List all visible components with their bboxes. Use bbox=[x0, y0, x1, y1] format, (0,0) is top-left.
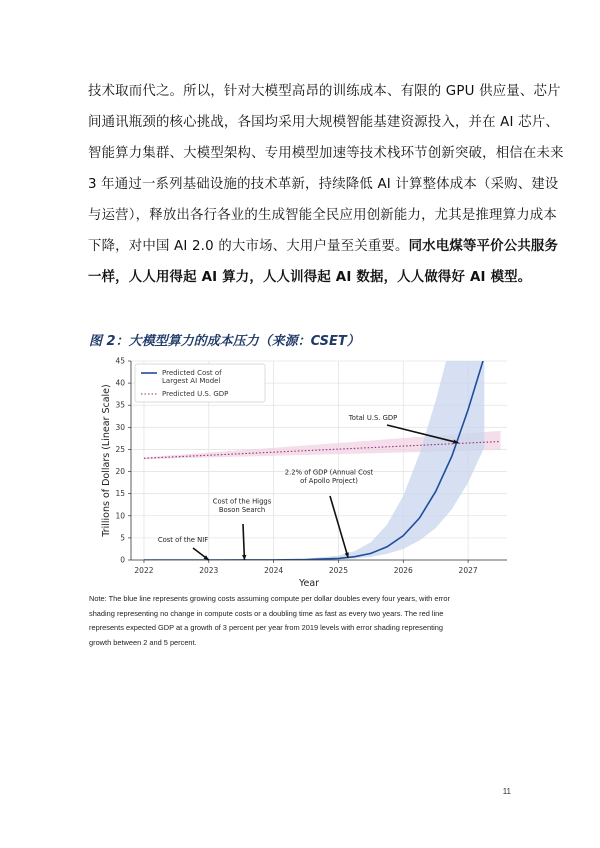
note-line: growth between 2 and 5 percent. bbox=[89, 637, 197, 647]
annotation-label: Cost of the Higgs bbox=[212, 497, 272, 506]
y-tick-label: 10 bbox=[115, 511, 125, 521]
paragraph-emphasis-line: 一样，人人用得起 AI 算力，人人训得起 AI 数据，人人做得好 AI 模型。 bbox=[88, 270, 532, 285]
x-tick-label: 2025 bbox=[328, 566, 348, 575]
page-number: 11 bbox=[502, 787, 511, 796]
cost-chart bbox=[95, 352, 515, 592]
annotation-label: Cost of the NIF bbox=[157, 536, 209, 544]
annotation-label: of Apollo Project) bbox=[300, 477, 358, 485]
paragraph-line: 间通讯瓶颈的核心挑战，各国均采用大规模智能基建资源投入，并在 AI 芯片、 bbox=[88, 115, 559, 130]
y-tick-label: 45 bbox=[115, 356, 125, 366]
annotation-label: 2.2% of GDP (Annual Cost bbox=[284, 468, 374, 477]
paragraph-line: 智能算力集群、大模型架构、专用模型加速等技术栈环节创新突破，相信在未来 bbox=[88, 146, 564, 161]
note-line: represents expected GDP at a growth of 3 percent per year from 2019 levels with error shading representing bbox=[89, 623, 443, 632]
y-tick-label: 30 bbox=[115, 422, 125, 432]
paragraph-line: 技术取而代之。所以，针对大模型高昂的训练成本、有限的 GPU 供应量、芯片 bbox=[88, 84, 561, 99]
chart-legend bbox=[135, 364, 265, 402]
y-axis-title: Trillions of Dollars (Linear Scale) bbox=[101, 384, 112, 537]
note-line: shading representing no change in compute costs or a doubling time as fast as every two years. The red line bbox=[89, 608, 444, 618]
x-tick-label: 2026 bbox=[393, 566, 413, 575]
figure-note bbox=[89, 592, 513, 650]
paragraph-text: 下降，对中国 AI 2.0 的大市场、大用户量至关重要。 bbox=[88, 239, 409, 254]
x-tick-label: 2022 bbox=[134, 566, 154, 575]
legend-label: Predicted Cost of bbox=[162, 369, 222, 377]
x-tick-label: 2023 bbox=[199, 566, 219, 575]
x-tick-label: 2027 bbox=[458, 566, 478, 575]
note-line: Note: The blue line represents growing costs assuming compute per dollar doubles every four years, with error bbox=[89, 594, 450, 603]
figure-caption: 图 2：大模型算力的成本压力（来源：CSET） bbox=[89, 334, 360, 349]
body-paragraph bbox=[88, 76, 564, 293]
y-tick-label: 25 bbox=[115, 444, 125, 454]
paragraph-line bbox=[88, 231, 559, 262]
y-tick-label: 5 bbox=[120, 533, 125, 543]
annotation-label: Total U.S. GDP bbox=[348, 414, 398, 422]
paragraph-line: 3 年通过一系列基础设施的技术革新，持续降低 AI 计算整体成本（采购、建设 bbox=[88, 177, 559, 192]
y-tick-label: 35 bbox=[115, 400, 125, 410]
paragraph-emphasis: 同水电煤等平价公共服务 bbox=[408, 239, 559, 254]
legend-label: Largest AI Model bbox=[162, 377, 221, 385]
annotation-arrow bbox=[243, 524, 244, 560]
y-tick-label: 0 bbox=[120, 555, 125, 565]
y-tick-label: 15 bbox=[115, 489, 125, 499]
annotation-arrow bbox=[330, 496, 348, 558]
cost-chart-svg bbox=[95, 352, 515, 588]
paragraph-line: 与运营），释放出各行各业的生成智能全民应用创新能力，尤其是推理算力成本 bbox=[88, 208, 557, 223]
x-tick-label: 2024 bbox=[264, 566, 284, 575]
x-axis-title: Year bbox=[298, 578, 320, 588]
y-tick-label: 40 bbox=[115, 378, 125, 388]
y-tick-label: 20 bbox=[115, 467, 125, 477]
annotation-label: Boson Search bbox=[218, 506, 266, 514]
legend-label: Predicted U.S. GDP bbox=[162, 390, 229, 398]
